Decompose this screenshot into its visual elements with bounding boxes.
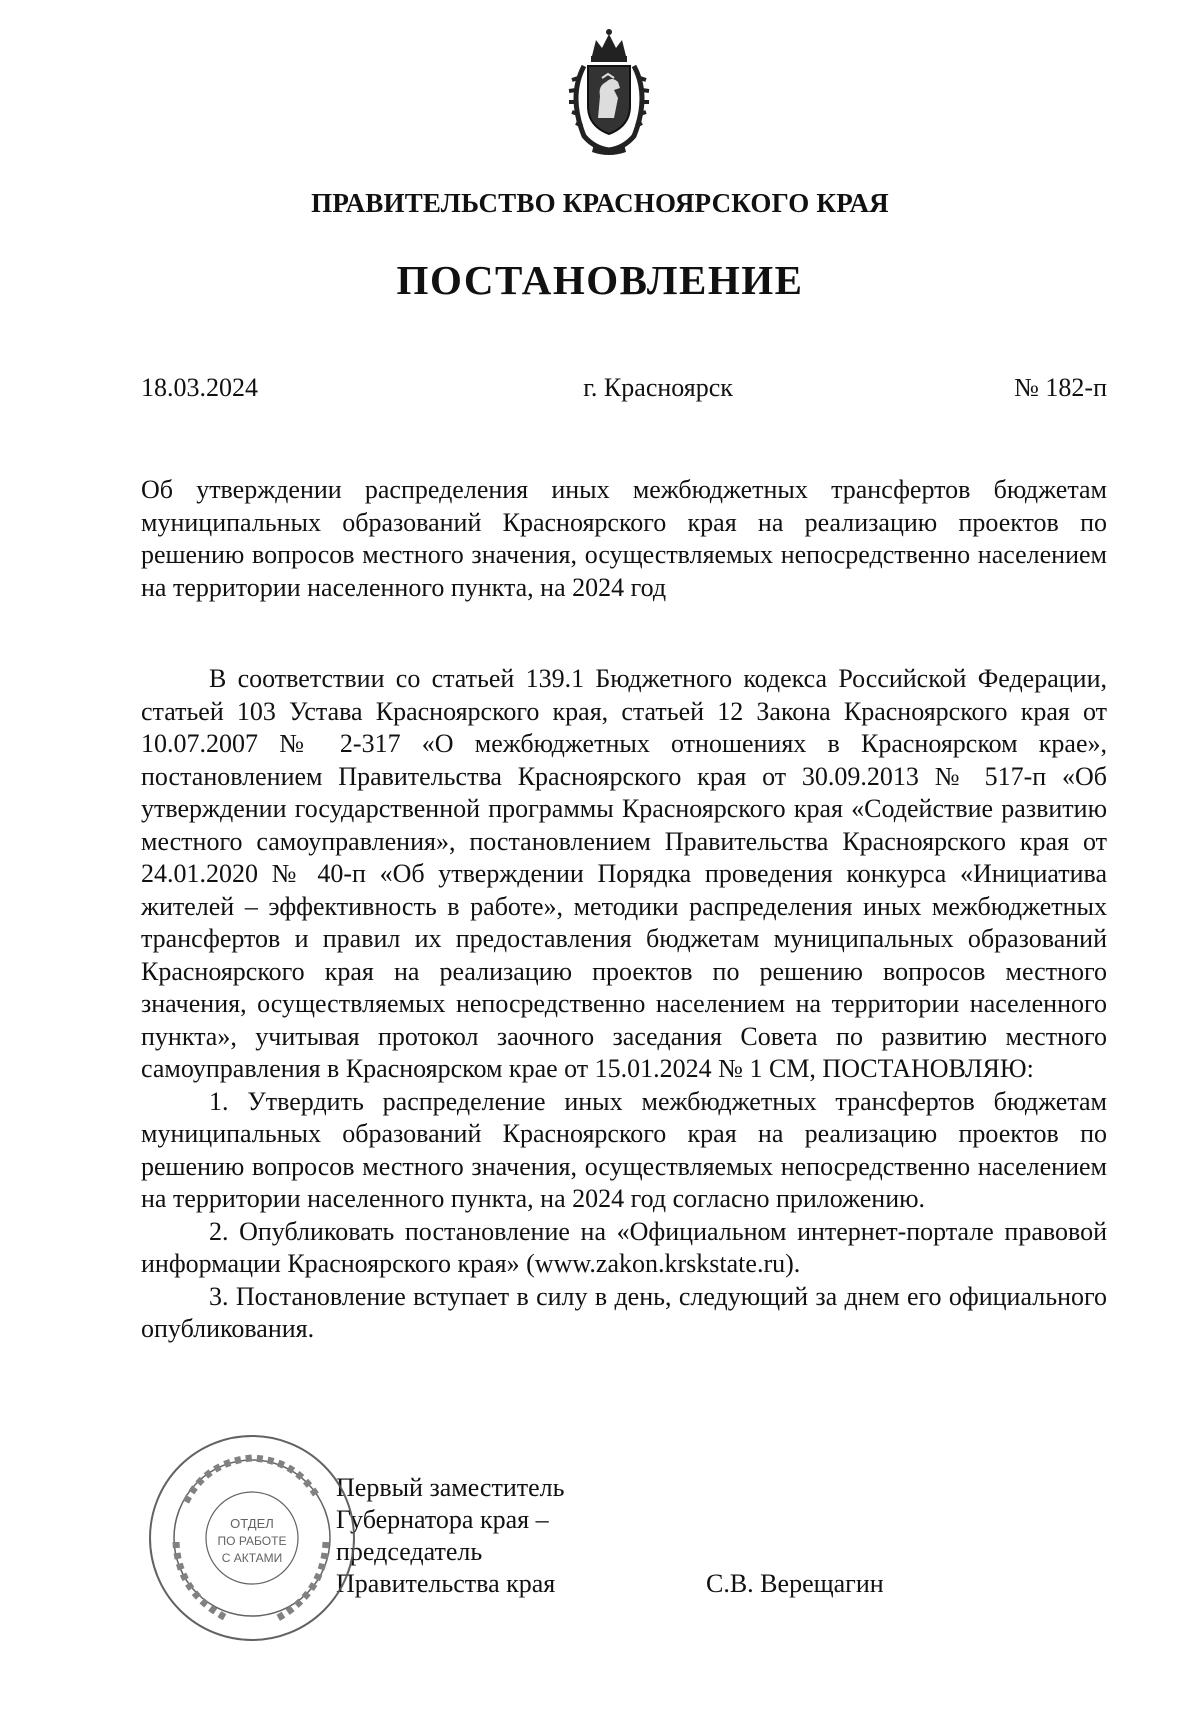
stamp-center-line-2: ПО РАБОТЕ xyxy=(217,1534,287,1548)
krasnoyarsk-coat-of-arms-icon xyxy=(564,26,654,156)
position-line-2: Губернатора края – xyxy=(336,1505,549,1534)
document-date: 18.03.2024 xyxy=(141,373,258,402)
official-stamp-icon xyxy=(146,1432,358,1644)
document-meta-row xyxy=(141,373,1107,403)
body-item-1: 1. Утвердить распределение иных межбюджетных трансфертов бюджетам муниципальных образований Красноярского края на реализацию проектов по решению вопросов местного значения, осуществляемых непосредственно населением на территории населенного пункта, на 2024 год согласно приложению. xyxy=(141,1086,1107,1213)
document-type-title: ПОСТАНОВЛЕНИЕ xyxy=(396,257,804,303)
document-city: г. Красноярск xyxy=(583,373,733,402)
position-line-3: председатель xyxy=(336,1537,483,1566)
position-line-4: Правительства края xyxy=(336,1569,556,1598)
document-subject: Об утверждении распределения иных межбюджетных трансфертов бюджетам муниципальных образований Красноярского края на реализацию проектов по решению вопросов местного значения, осуществляемых непосредственно населением на территории населенного пункта, на 2024 год xyxy=(141,475,1107,602)
position-line-1: Первый заместитель xyxy=(336,1473,565,1502)
stamp-center-line-1: ОТДЕЛ xyxy=(230,1516,274,1531)
organization-title: ПРАВИТЕЛЬСТВО КРАСНОЯРСКОГО КРАЯ xyxy=(311,188,889,218)
signatory-name: С.В. Верещагин xyxy=(706,1569,884,1598)
stamp-center-line-3: С АКТАМИ xyxy=(221,1551,283,1565)
document-body xyxy=(141,663,1107,1346)
body-preamble: В соответствии со статьей 139.1 Бюджетного кодекса Российской Федерации, статьей 103 Устава Красноярского края, статьей 12 Закона Красноярского края от 10.07.2007 № 2-317 «О межбюджетных отношениях в Красноярском крае», постановлением Правительства Красноярского края от 30.09.2013 № 517-п «Об утверждении государственной программы Красноярского края «Содействие развитию местного самоуправления», постановлением Правительства Красноярского края от 24.01.2020 № 40-п «Об утверждении Порядка проведения конкурса «Инициатива жителей – эффективность в работе», методики распределения иных межбюджетных трансфертов и правил их предоставления бюджетам муниципальных образований Красноярского края на реализацию проектов по решению вопросов местного значения, осуществляемых непосредственно населением на территории населенного пункта», учитывая протокол заочного заседания Совета по развитию местного самоуправления в Красноярском крае от 15.01.2024 № 1 СМ, ПОСТАНОВЛЯЮ: xyxy=(141,664,1107,1083)
body-item-2: 2. Опубликовать постановление на «Официальном интернет-портале правовой информации Красноярского края» (www.zakon.krskstate.ru). xyxy=(141,1216,1107,1278)
document-number: № 182-п xyxy=(1014,373,1107,402)
signatory-position xyxy=(336,1472,564,1600)
body-item-3: 3. Постановление вступает в силу в день, следующий за днем его официального опубликования. xyxy=(141,1281,1107,1343)
